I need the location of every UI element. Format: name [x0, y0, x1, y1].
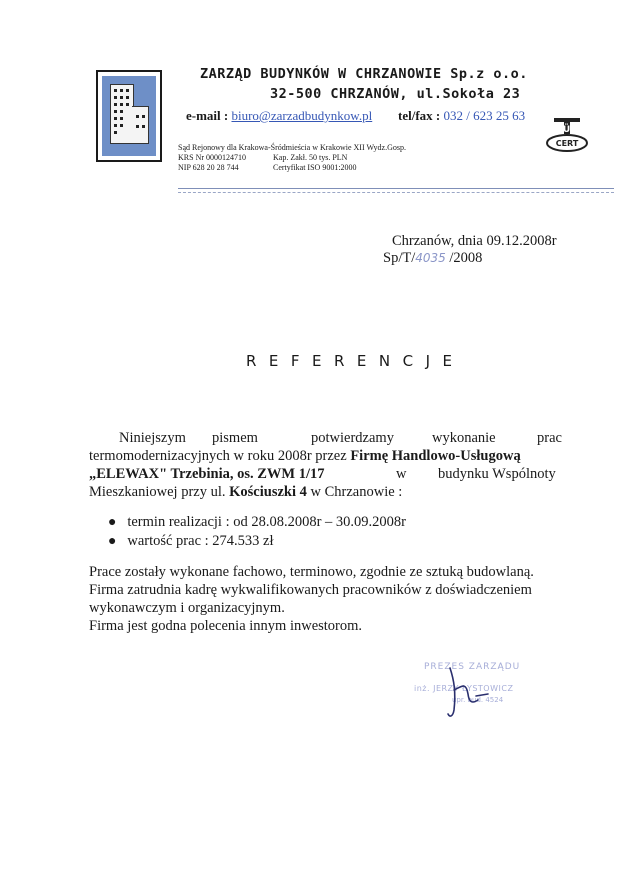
contractor-name: Firmę Handlowo-Usługową [350, 448, 521, 464]
letter-date: Chrzanów, dnia 09.12.2008r [392, 233, 557, 249]
header-divider-dashed [178, 192, 614, 193]
body-line [89, 484, 402, 501]
body-line: Prace zostały wykonane fachowo, terminowo, zgodnie ze sztuką budowlaną. [89, 564, 534, 580]
ref-prefix: Sp/T/ [383, 250, 416, 266]
tel-line [398, 108, 525, 124]
logo-background [102, 76, 156, 156]
krs-number: KRS Nr 0000124710 [178, 153, 247, 162]
email-line [186, 108, 372, 124]
body-word: Niniejszym [119, 430, 186, 446]
body-text: termomodernizacyjnych w roku 2008r przez [89, 448, 351, 464]
bullet-icon: ● [108, 534, 117, 549]
body-text: w Chrzanowie : [306, 484, 403, 500]
company-address: 32-500 CHRZANÓW, ul.Sokoła 23 [270, 86, 521, 102]
iso-certificate: Certyfikat ISO 9001:2000 [273, 163, 357, 172]
stamp-license: upr. bud. 4524 [452, 696, 504, 704]
body-word: potwierdzamy [311, 430, 394, 446]
list-item-text: termin realizacji : od 28.08.2008r – 30.09.2008r [127, 514, 407, 530]
building-annex-icon [132, 106, 149, 144]
ref-suffix: /2008 [445, 250, 483, 266]
street-address: Kościuszki 4 [229, 484, 307, 500]
company-name: ZARZĄD BUDYNKÓW W CHRZANOWIE Sp.z o.o. [200, 66, 528, 82]
body-line [89, 448, 521, 465]
body-text: Mieszkaniowej przy ul. [89, 484, 230, 500]
share-capital: Kap. Zakł. 50 tys. PLN [273, 153, 348, 162]
body-text: budynku Wspólnoty [438, 466, 556, 482]
body-line: wykonawczym i organizacyjnym. [89, 600, 285, 616]
reference-number [383, 250, 482, 267]
body-word: prac [537, 430, 562, 446]
header-divider [178, 188, 614, 189]
bullet-icon: ● [108, 515, 117, 530]
tuv-text: TÜV [556, 125, 578, 135]
registry-info [178, 143, 406, 173]
contractor-address: „ELEWAX" Trzebinia, os. ZWM 1/17 [89, 466, 325, 482]
ref-handwritten-number: 4035 [415, 251, 446, 265]
body-line: Firma jest godna polecenia innym inwestorom. [89, 618, 363, 634]
document-title: REFERENCJE [246, 352, 465, 370]
stamp-title: PREZES ZARZĄDU [424, 662, 521, 672]
cert-text: CERT [555, 139, 579, 148]
court-info: Sąd Rejonowy dla Krakowa-Śródmieścia w Krakowie XII Wydz.Gosp. [178, 143, 406, 152]
list-item [108, 533, 274, 550]
company-logo [96, 70, 162, 162]
stamp-name: inż. JERZY ŁYSTOWICZ [414, 684, 514, 693]
building-icon [110, 84, 134, 144]
email-label: e-mail : [186, 108, 232, 123]
body-word: pismem [212, 430, 258, 446]
list-item-text: wartość prac : 274.533 zł [127, 533, 274, 549]
tel-label: tel/fax : [398, 108, 444, 123]
tuv-cert-icon [544, 112, 590, 158]
body-word: wykonanie [432, 430, 496, 446]
nip-number: NIP 628 20 28 744 [178, 163, 239, 172]
body-word: w [396, 466, 407, 482]
email-link[interactable]: biuro@zarzadbudynkow.pl [231, 108, 373, 123]
tel-value: 032 / 623 25 63 [443, 108, 526, 123]
list-item [108, 514, 406, 531]
body-line: Firma zatrudnia kadrę wykwalifikowanych pracowników z doświadczeniem [89, 582, 532, 598]
handwritten-signature [432, 660, 512, 722]
